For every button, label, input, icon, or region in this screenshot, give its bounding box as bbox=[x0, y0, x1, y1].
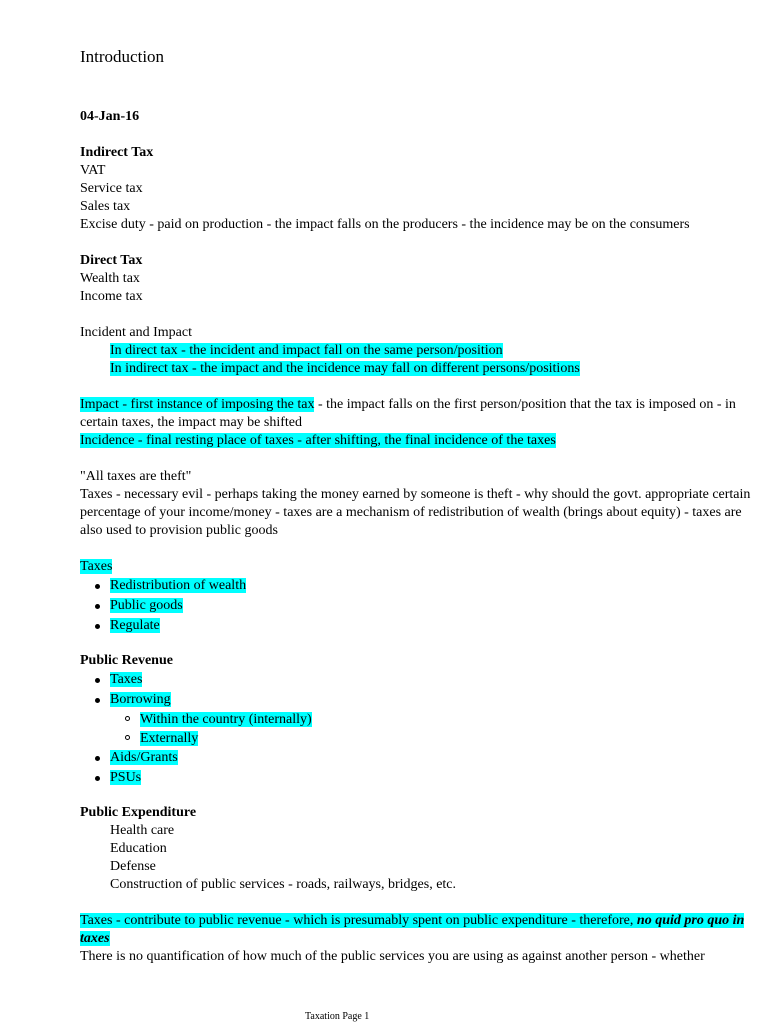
highlighted-text: PSUs bbox=[110, 770, 142, 785]
highlighted-text: Externally bbox=[140, 731, 199, 746]
indirect-item: Sales tax bbox=[80, 199, 131, 214]
date-heading: 04-Jan-16 bbox=[80, 109, 140, 124]
expenditure-item: Construction of public services - roads, railways, bridges, etc. bbox=[110, 877, 457, 892]
theft-quote: "All taxes are theft" bbox=[80, 469, 192, 484]
incident-item bbox=[80, 342, 760, 360]
direct-item: Income tax bbox=[80, 289, 143, 304]
indirect-item: Excise duty - paid on production - the impact falls on the producers - the incidence may be on the consumers bbox=[80, 217, 690, 232]
impact-definition bbox=[80, 396, 760, 432]
last-line: There is no quantification of how much of the public services you are using as against another person - whether bbox=[80, 949, 705, 964]
list-item bbox=[80, 690, 760, 710]
highlighted-text: In indirect tax - the impact and the incidence may fall on different persons/positions bbox=[110, 361, 580, 376]
sub-list-item bbox=[80, 729, 760, 748]
public-expenditure-heading: Public Expenditure bbox=[80, 805, 197, 820]
expenditure-item: Education bbox=[110, 841, 167, 856]
expenditure-item: Health care bbox=[110, 823, 175, 838]
highlighted-text: Taxes bbox=[80, 559, 113, 574]
direct-item: Wealth tax bbox=[80, 271, 140, 286]
indirect-item: Service tax bbox=[80, 181, 143, 196]
highlighted-text: Taxes bbox=[110, 672, 143, 687]
note-content bbox=[80, 108, 760, 966]
impact-text: - the impact falls on the first person/position that the tax is imposed on - in certain taxes, the impact may be shifted bbox=[80, 397, 736, 430]
list-item bbox=[80, 596, 760, 616]
highlighted-text: Aids/Grants bbox=[110, 750, 178, 765]
expenditure-item: Defense bbox=[110, 859, 156, 874]
taxes-heading bbox=[80, 558, 760, 576]
list-item bbox=[80, 616, 760, 636]
conclusion-paragraph bbox=[80, 912, 760, 948]
page-title: Introduction bbox=[80, 47, 165, 66]
direct-tax-heading: Direct Tax bbox=[80, 253, 143, 268]
emphasis-text: no quid pro quo in taxes bbox=[80, 913, 745, 946]
list-item bbox=[80, 748, 760, 768]
incident-impact-heading: Incident and Impact bbox=[80, 325, 192, 340]
highlighted-text bbox=[80, 913, 744, 946]
sub-list-item bbox=[80, 710, 760, 729]
incident-item bbox=[80, 360, 760, 378]
footer-text: Taxation Page 1 bbox=[305, 1011, 370, 1022]
highlighted-text: Incidence - final resting place of taxes - after shifting, the final incidence of the taxes bbox=[80, 433, 556, 448]
highlighted-text: Impact - first instance of imposing the tax bbox=[80, 397, 315, 412]
highlighted-text: Borrowing bbox=[110, 692, 171, 707]
conclusion-text: Taxes - contribute to public revenue - which is presumably spent on public expenditure - therefore, bbox=[80, 913, 637, 928]
theft-paragraph: Taxes - necessary evil - perhaps taking the money earned by someone is theft - why should the govt. appropriate certain percentage of your income/money - taxes are a mechanism of redistribution of wealth (brings about equity) - taxes are also used to provision public goods bbox=[80, 487, 751, 538]
highlighted-text: Redistribution of wealth bbox=[110, 578, 247, 593]
public-revenue-heading: Public Revenue bbox=[80, 653, 173, 668]
highlighted-text: In direct tax - the incident and impact fall on the same person/position bbox=[110, 343, 503, 358]
highlighted-text: Public goods bbox=[110, 598, 183, 613]
list-item bbox=[80, 670, 760, 690]
indirect-tax-heading: Indirect Tax bbox=[80, 145, 154, 160]
incidence-definition bbox=[80, 432, 760, 450]
indirect-item: VAT bbox=[80, 163, 106, 178]
list-item bbox=[80, 768, 760, 788]
highlighted-text: Regulate bbox=[110, 618, 160, 633]
highlighted-text: Within the country (internally) bbox=[140, 712, 312, 727]
list-item bbox=[80, 576, 760, 596]
